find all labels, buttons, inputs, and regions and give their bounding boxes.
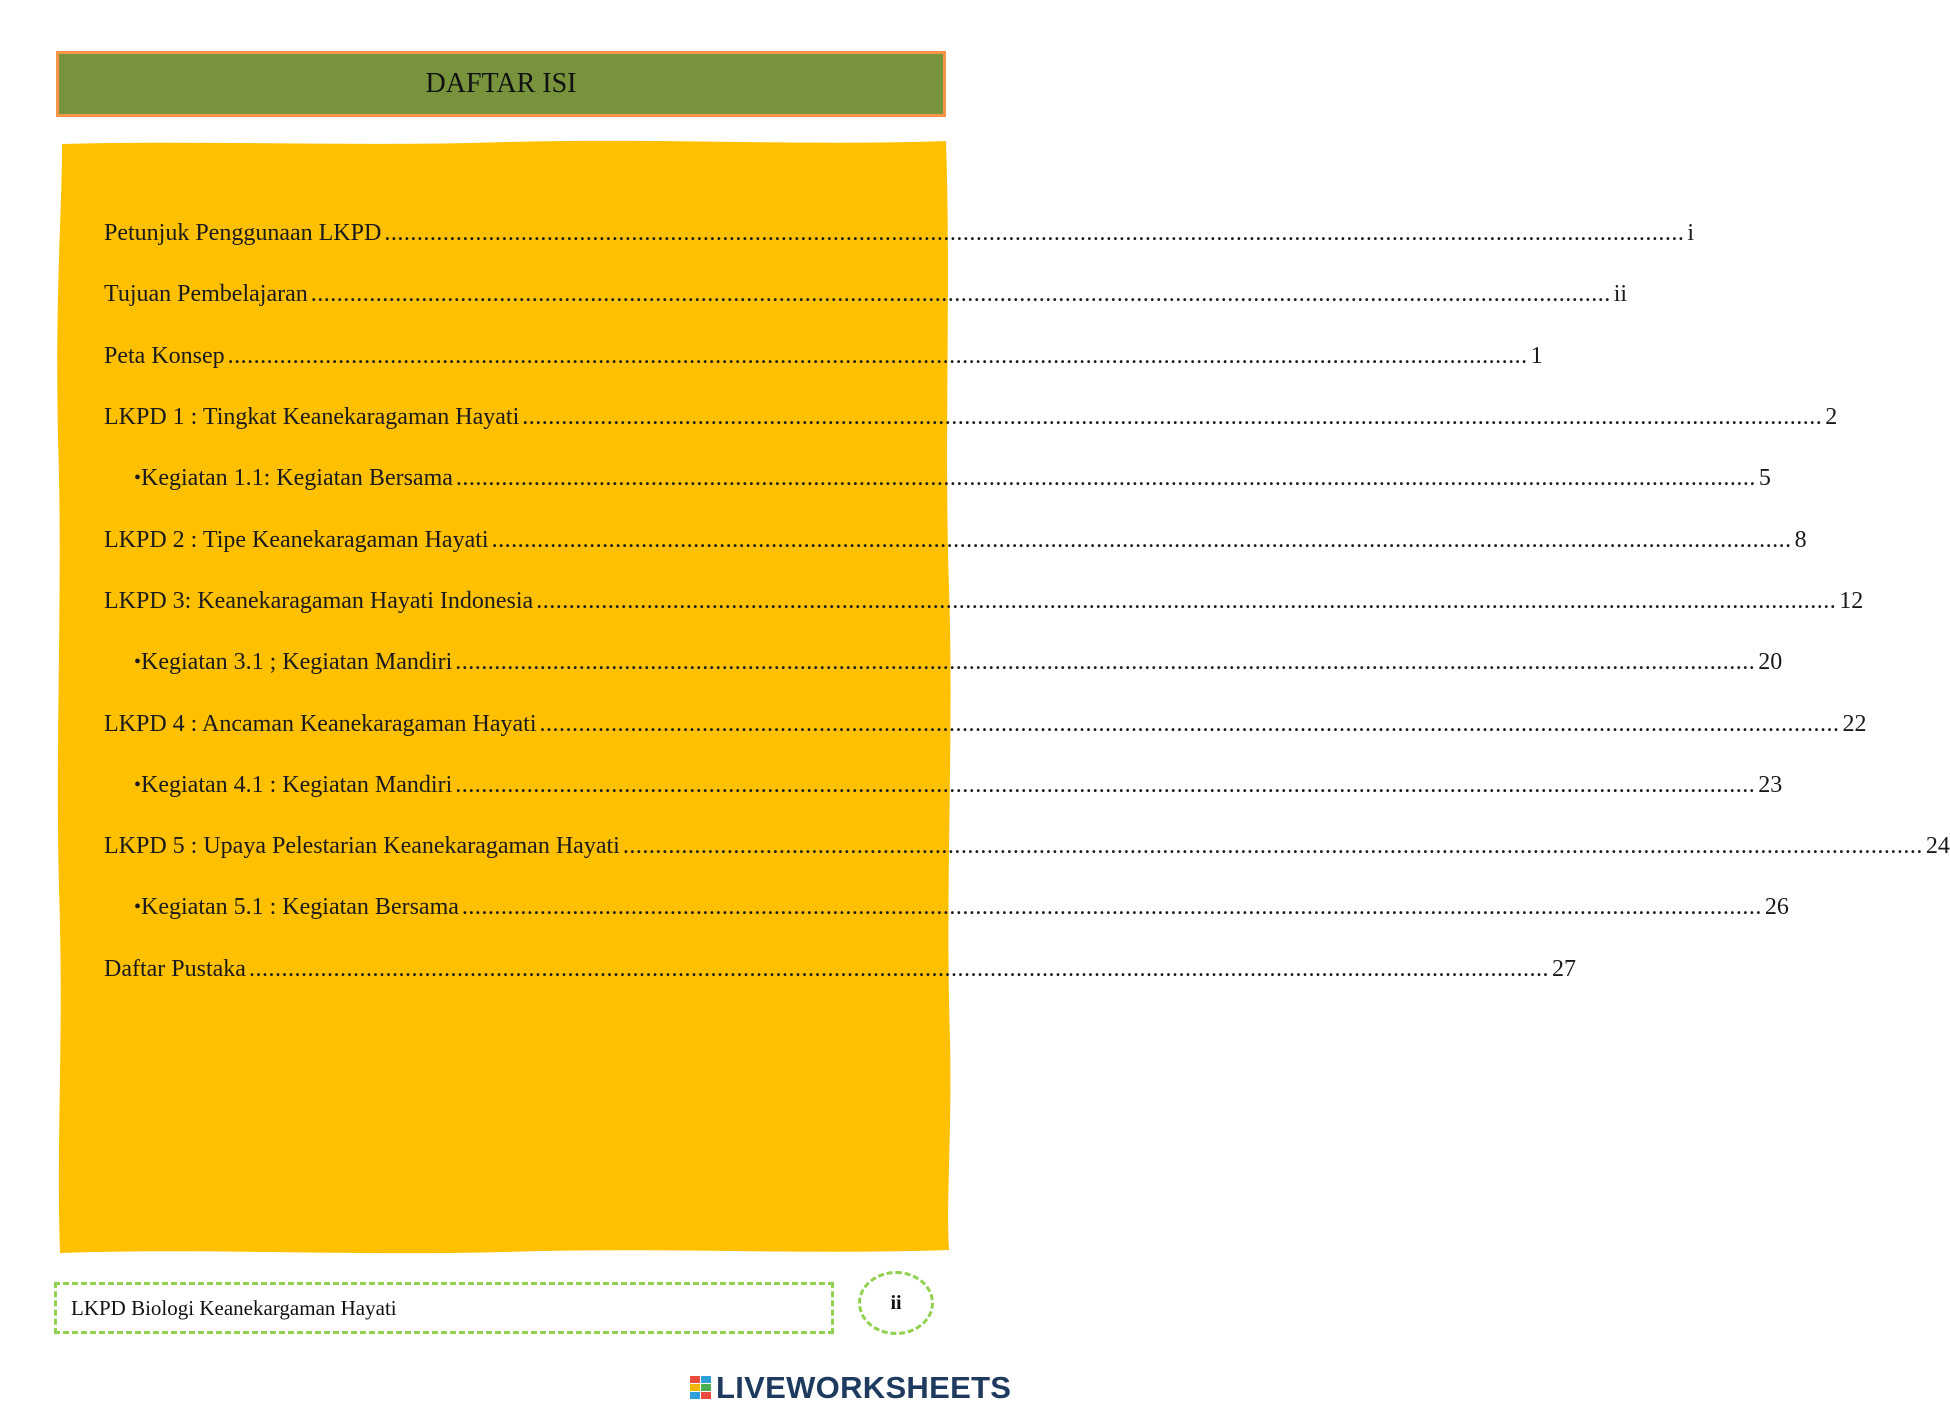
toc-item[interactable]: [104, 326, 1543, 387]
toc-item-label: Daftar Pustaka: [104, 955, 246, 982]
dot-leader: ........................................................................................................................................................................................................: [491, 526, 1792, 553]
toc-subitem[interactable]: [104, 755, 1783, 816]
toc-item-label: LKPD 3: Keanekaragaman Hayati Indonesia: [104, 587, 534, 614]
dot-leader: ........................................................................................................................................................................................................: [455, 465, 1756, 492]
bullet-icon: •: [134, 896, 142, 919]
toc-item-page: 27: [1551, 955, 1576, 982]
dot-leader: ........................................................................................................................................................................................................: [248, 955, 1549, 982]
toc-item-page: 24: [1925, 833, 1950, 860]
footer-title: LKPD Biologi Keanekargaman Hayati: [54, 1282, 834, 1334]
toc-item[interactable]: [104, 816, 1950, 877]
brand-name: LIVEWORKSHEETS: [716, 1370, 1012, 1405]
table-of-contents: [56, 138, 1950, 1256]
bullet-icon: •: [134, 651, 142, 674]
toc-item[interactable]: [104, 203, 1694, 264]
toc-item-page: 20: [1758, 649, 1783, 676]
toc-subitem[interactable]: [104, 632, 1783, 693]
dot-leader: ........................................................................................................................................................................................................: [455, 649, 1756, 676]
toc-item[interactable]: [104, 939, 1576, 1000]
toc-item[interactable]: [104, 571, 1864, 632]
toc-item-page: 8: [1794, 526, 1807, 553]
toc-item-label: LKPD 2 : Tipe Keanekaragaman Hayati: [104, 526, 489, 553]
toc-subitem[interactable]: [104, 448, 1771, 509]
toc-item-page: ii: [1613, 281, 1628, 308]
toc-item-page: 5: [1758, 465, 1771, 492]
dot-leader: ........................................................................................................................................................................................................: [384, 220, 1685, 247]
toc-item[interactable]: [104, 693, 1867, 754]
dot-leader: ........................................................................................................................................................................................................: [461, 894, 1762, 921]
bullet-icon: •: [134, 773, 142, 796]
dot-leader: ........................................................................................................................................................................................................: [539, 710, 1840, 737]
toc-item[interactable]: [104, 387, 1838, 448]
toc-item-page: 2: [1825, 404, 1838, 431]
toc-item-label: Peta Konsep: [104, 342, 225, 369]
toc-item[interactable]: [104, 509, 1807, 570]
toc-item-label: Kegiatan 1.1: Kegiatan Bersama: [141, 465, 453, 492]
toc-subitem[interactable]: [104, 877, 1789, 938]
liveworksheets-icon: [690, 1376, 712, 1400]
dot-leader: ........................................................................................................................................................................................................: [622, 833, 1923, 860]
toc-item-label: Kegiatan 4.1 : Kegiatan Mandiri: [141, 771, 453, 798]
toc-item-page: 12: [1839, 587, 1864, 614]
dot-leader: ........................................................................................................................................................................................................: [455, 771, 1756, 798]
dot-leader: ........................................................................................................................................................................................................: [522, 404, 1823, 431]
toc-item-page: 1: [1530, 342, 1543, 369]
toc-item-page: i: [1687, 220, 1694, 247]
toc-item-page: 23: [1758, 771, 1783, 798]
toc-item-label: Kegiatan 5.1 : Kegiatan Bersama: [141, 894, 459, 921]
dot-leader: ........................................................................................................................................................................................................: [536, 587, 1837, 614]
toc-item-page: 22: [1842, 710, 1867, 737]
dot-leader: ........................................................................................................................................................................................................: [310, 281, 1611, 308]
toc-item-label: Petunjuk Penggunaan LKPD: [104, 220, 382, 247]
page-title: DAFTAR ISI: [56, 51, 946, 117]
toc-item-label: LKPD 1 : Tingkat Keanekaragaman Hayati: [104, 404, 520, 431]
toc-item-label: LKPD 4 : Ancaman Keanekaragaman Hayati: [104, 710, 537, 737]
toc-item-label: LKPD 5 : Upaya Pelestarian Keanekaragaman Hayati: [104, 833, 620, 860]
brand-logo: [690, 1370, 1011, 1406]
bullet-icon: •: [134, 467, 142, 490]
dot-leader: ........................................................................................................................................................................................................: [227, 342, 1528, 369]
toc-list: [104, 203, 1950, 1000]
toc-item[interactable]: [104, 264, 1628, 325]
page-number: ii: [858, 1271, 934, 1335]
toc-item-label: Tujuan Pembelajaran: [104, 281, 308, 308]
toc-item-page: 26: [1764, 894, 1789, 921]
toc-item-label: Kegiatan 3.1 ; Kegiatan Mandiri: [141, 649, 453, 676]
